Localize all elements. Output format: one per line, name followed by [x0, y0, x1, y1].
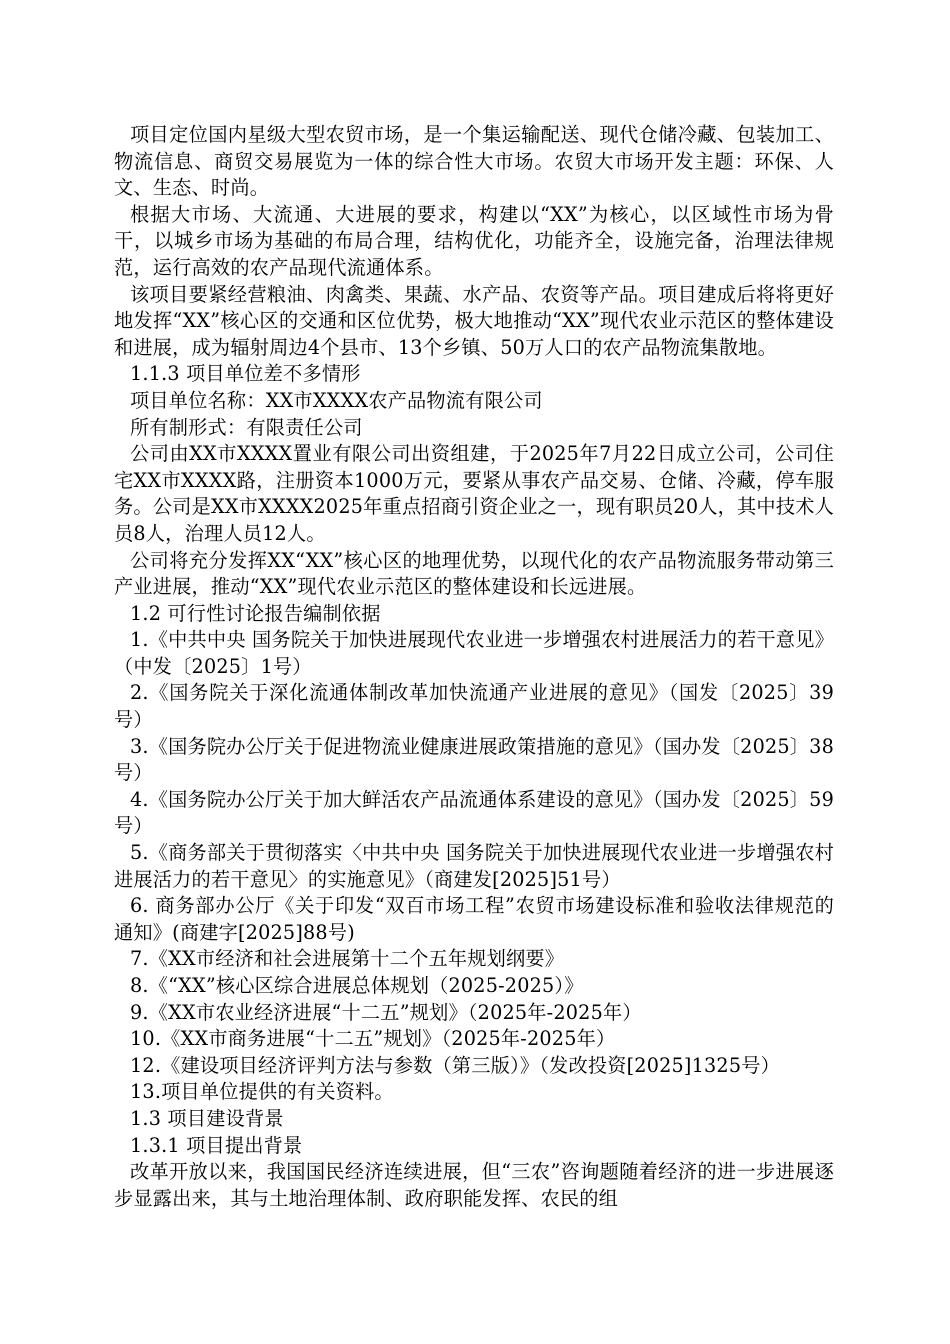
paragraph-project-positioning: 项目定位国内星级大型农贸市场，是一个集运输配送、现代仓储冷藏、包装加工、物流信息、商贸交易展览为一体的综合性大市场。农贸大市场开发主题：环保、人文、生态、时尚。 — [114, 123, 834, 200]
paragraph-ownership: 所有制形式：有限责任公司 — [130, 415, 363, 439]
section-heading-1-3: 1.3 项目建设背景 — [130, 1106, 284, 1130]
list-item-basis-7: 7.《XX市经济和社会进展第十二个五年规划纲要》 — [130, 947, 565, 971]
paragraph-background: 改革开放以来，我国国民经济连续进展，但“三农”咨询题随着经济的进一步进展逐步显露出来，其与土地治理体制、政府职能发挥、农民的组 — [114, 1160, 834, 1210]
list-item-basis-4: 4.《国务院办公厅关于加大鲜活农产品流通体系建设的意见》（国办发〔2025〕59号） — [114, 787, 834, 838]
section-heading-1-1-3: 1.1.3 项目单位差不多情形 — [130, 362, 361, 386]
list-item-basis-3: 3.《国务院办公厅关于促进物流业健康进展政策措施的意见》（国办发〔2025〕38号） — [114, 734, 834, 785]
list-item-basis-12: 12.《建设项目经济评判方法与参数（第三版）》（发改投资[2025]1325号） — [130, 1053, 781, 1077]
section-heading-1-2: 1.2 可行性讨论报告编制依据 — [130, 601, 381, 625]
list-item-basis-8: 8.《“XX”核心区综合进展总体规划（2025-2025）》 — [130, 974, 584, 997]
document-body — [114, 122, 834, 1212]
paragraph-company-advantage: 公司将充分发挥XX“XX”核心区的地理优势，以现代化的农产品物流服务带动第三产业进展，推动“XX”现代农业示范区的整体建设和长远进展。 — [114, 548, 834, 599]
paragraph-market-system: 根据大市场、大流通、大进展的要求，构建以“XX”为核心，以区域性市场为骨干，以城乡市场为基础的布局合理，结构优化，功能齐全，设施完备，治理法律规范，运行高效的农产品现代流通体系。 — [114, 202, 834, 279]
list-item-basis-2: 2.《国务院关于深化流通体制改革加快流通产业进展的意见》（国发〔2025〕39号） — [114, 681, 834, 732]
list-item-basis-5: 5.《商务部关于贯彻落实〈中共中央 国务院关于加快进展现代农业进一步增强农村进展活力的若干意见〉的实施意见》（商建发[2025]51号） — [114, 841, 834, 891]
list-item-basis-9: 9.《XX市农业经济进展“十二五”规划》（2025年-2025年） — [130, 1000, 642, 1024]
paragraph-company-name: 项目单位名称：XX市XXXX农产品物流有限公司 — [130, 388, 543, 412]
list-item-basis-1: 1.《中共中央 国务院关于加快进展现代农业进一步增强农村进展活力的若干意见》（中发〔2025〕1号） — [114, 628, 834, 678]
list-item-basis-13: 13.项目单位提供的有关资料。 — [130, 1080, 394, 1104]
paragraph-products: 该项目要紧经营粮油、肉禽类、果蔬、水产品、农资等产品。项目建成后将将更好地发挥“XX”核心区的交通和区位优势，极大地推动“XX”现代农业示范区的整体建设和进展，成为辐射周边4个县市、13个乡镇、50万人口的农产品物流集散地。 — [114, 282, 834, 359]
list-item-basis-10: 10.《XX市商务进展“十二五”规划》（2025年-2025年） — [130, 1027, 616, 1051]
paragraph-company-info: 公司由XX市XXXX置业有限公司出资组建，于2025年7月22日成立公司，公司住宅XX市XXXX路，注册资本1000万元，要紧从事农产品交易、仓储、冷藏，停车服务。公司是XX市XXXX2025年重点招商引资企业之一，现有职员20人，其中技术人员8人，治理人员12人。 — [114, 442, 834, 545]
section-heading-1-3-1: 1.3.1 项目提出背景 — [130, 1133, 303, 1157]
list-item-basis-6: 6. 商务部办公厅《关于印发“双百市场工程”农贸市场建设标准和验收法律规范的通知》(商建字[2025]88号) — [114, 894, 834, 944]
